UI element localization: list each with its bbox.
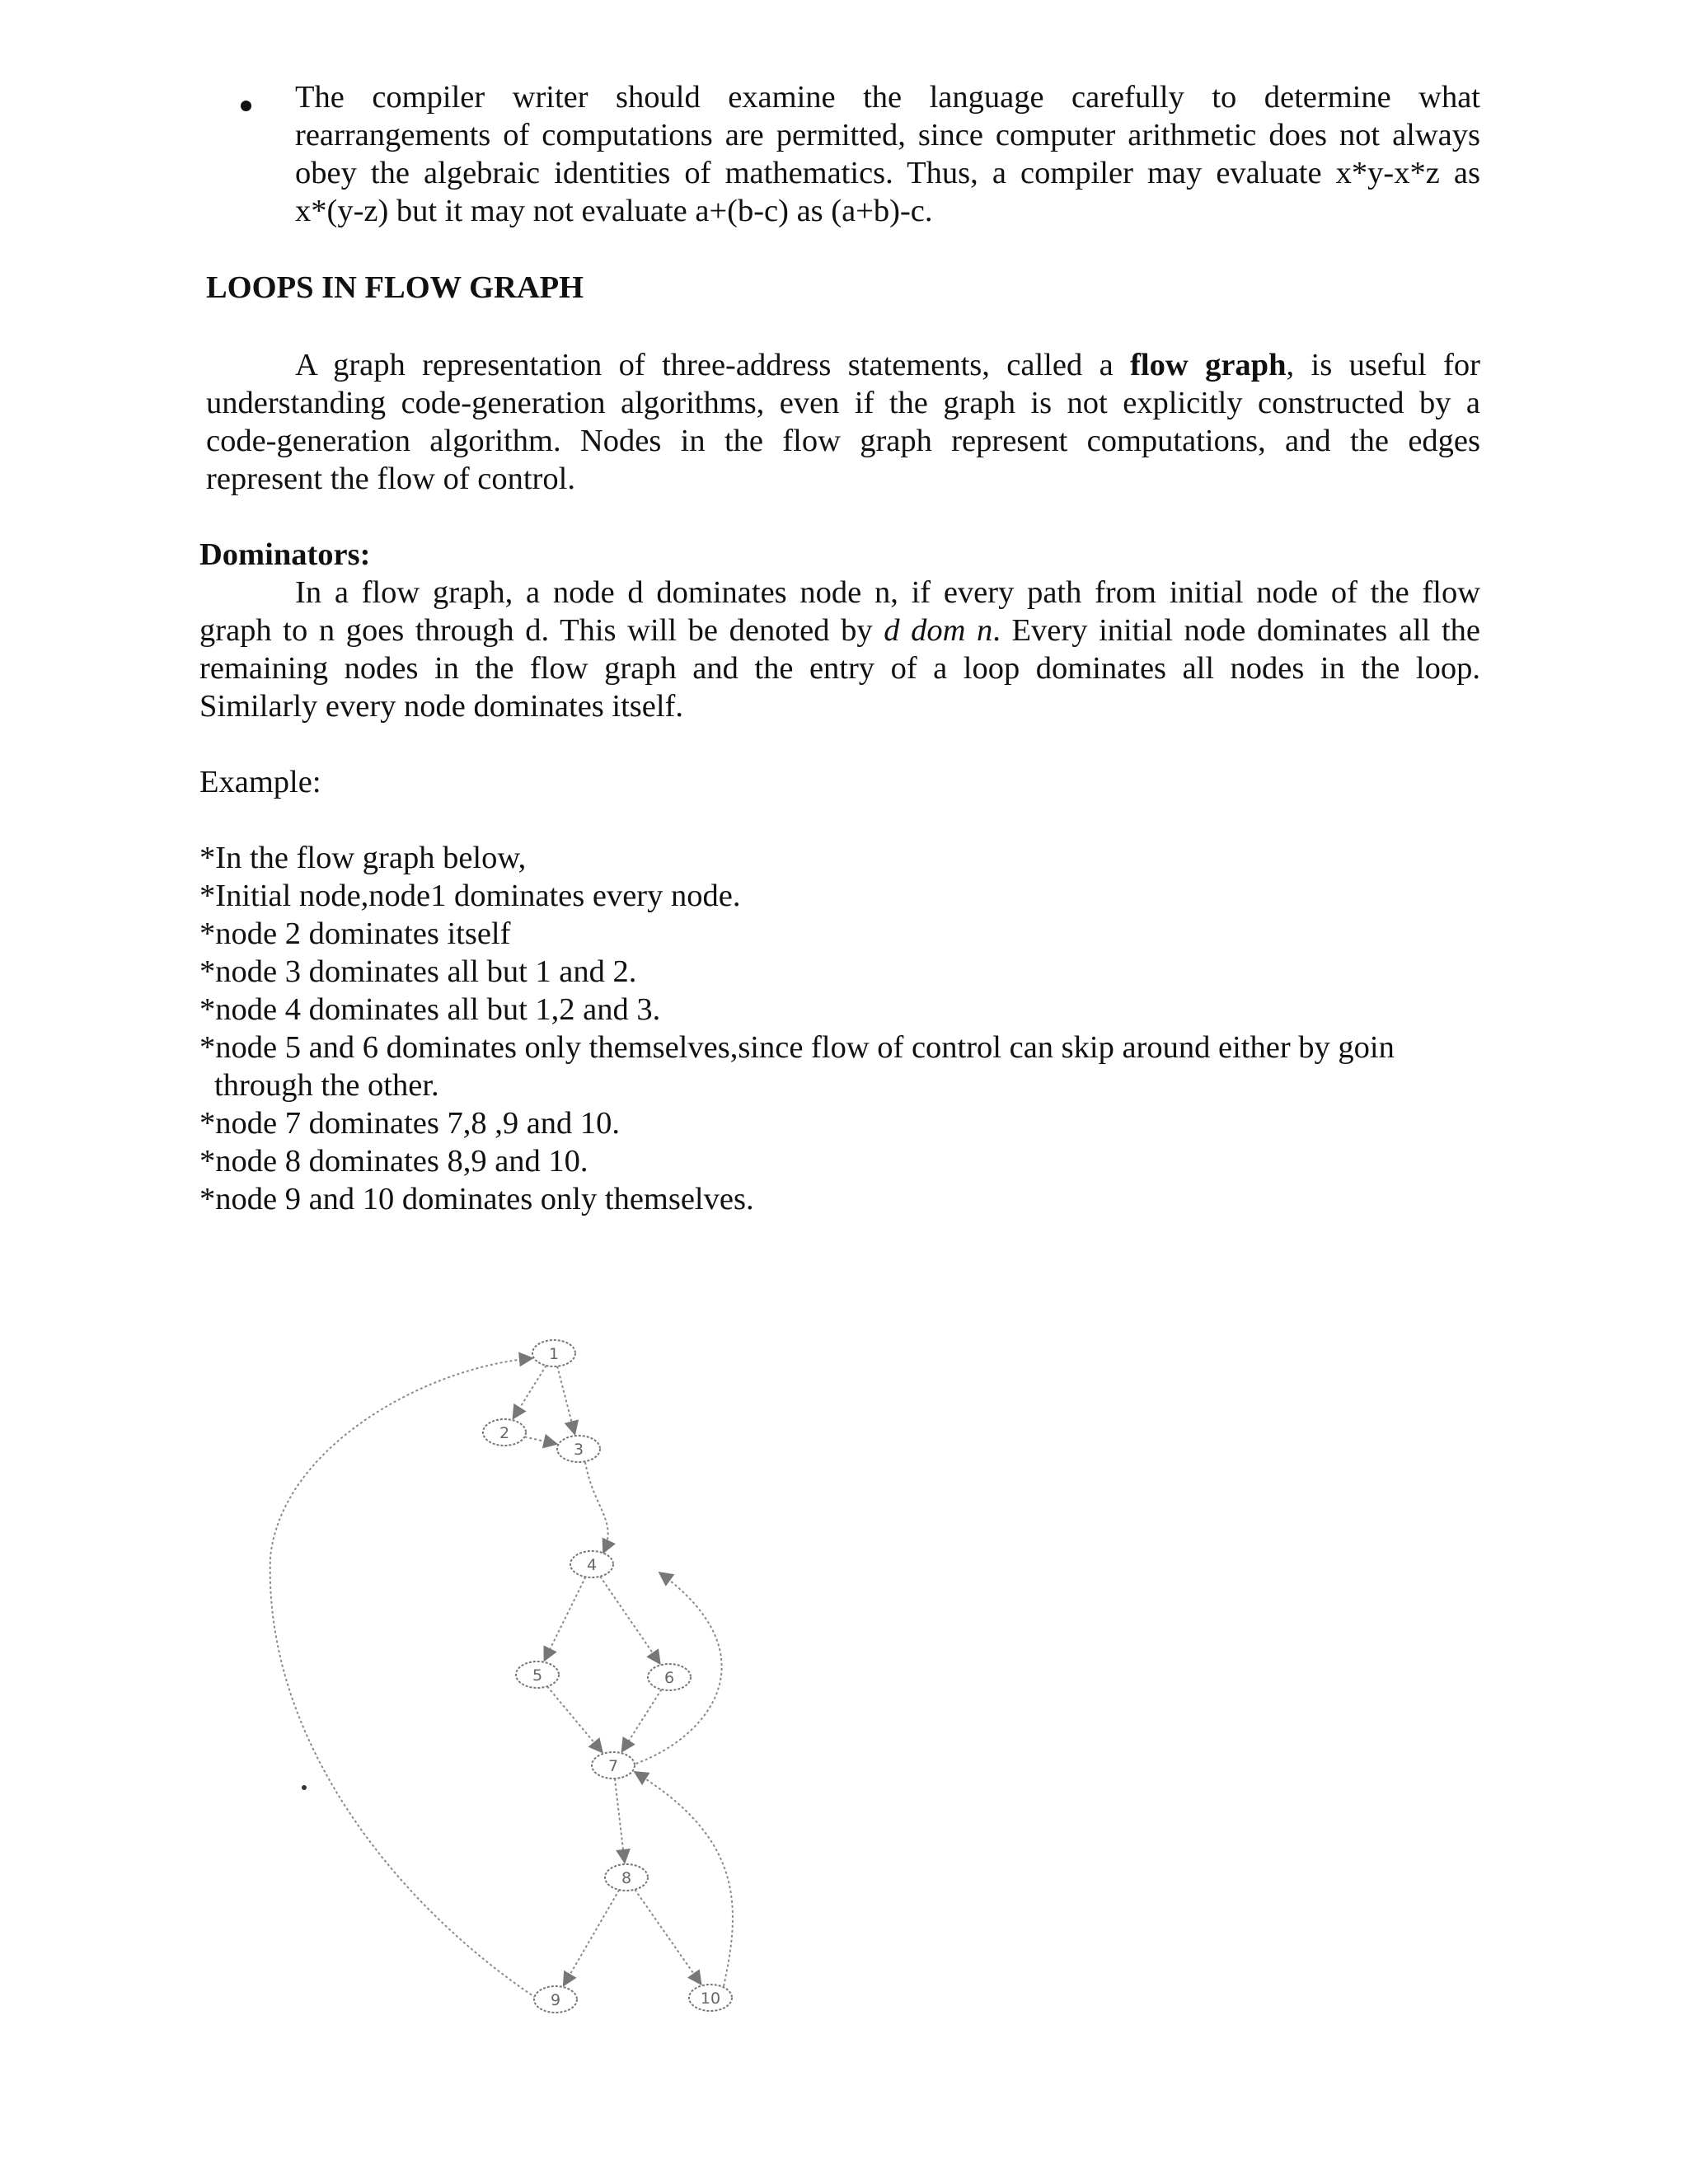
dominators-line-1: In a flow graph, a node d dominates node n, if every path from initial node of the flow [295, 575, 1480, 610]
loops-line-4: represent the flow of control. [206, 462, 575, 496]
graph-node-10 [689, 1985, 732, 2011]
loops-text-end: , is useful for [1286, 348, 1480, 382]
dominators-line-3: remaining nodes in the flow graph and the entry of a loop dominates all nodes in the loop. [199, 651, 1480, 686]
bullet-paragraph [295, 78, 1480, 192]
edge-n4-n6 [600, 1577, 660, 1664]
d-dom-n-notation: d dom n [884, 613, 993, 648]
graph-node-1-label: 1 [548, 1345, 560, 1363]
dominators-line-4: Similarly every node dominates itself. [199, 689, 683, 724]
loops-paragraph-line-1 [295, 346, 1480, 384]
bullet-line-3: obey the algebraic identities of mathematics. Thus, a compiler may evaluate x*y-x*z as [295, 156, 1480, 190]
graph-node-2-label: 2 [499, 1424, 510, 1442]
graph-node-5-label: 5 [532, 1666, 543, 1685]
graph-node-8-label: 8 [621, 1869, 632, 1887]
graph-node-6-label: 6 [663, 1669, 675, 1687]
example-item-10: *node 9 and 10 dominates only themselves. [199, 1182, 754, 1216]
dominators-line-2 [199, 612, 1480, 649]
edge-n1-n2 [513, 1366, 546, 1418]
loops-text-start: A graph representation of three-address statements, called a [295, 348, 1131, 382]
graph-node-3 [557, 1436, 600, 1462]
example-item-5: *node 4 dominates all but 1,2 and 3. [199, 992, 661, 1027]
example-item-3: *node 2 dominates itself [199, 916, 511, 951]
graph-node-4-label: 4 [586, 1556, 598, 1574]
stray-mark [302, 1785, 307, 1790]
graph-node-3-label: 3 [573, 1441, 584, 1459]
loops-line-2: understanding code-generation algorithms, even if the graph is not explicitly constructed by a [206, 386, 1480, 420]
example-item-1: *In the flow graph below, [199, 841, 527, 875]
graph-node-7 [592, 1752, 635, 1779]
edge-n7-n8 [615, 1779, 625, 1863]
edge-n10-n7 [635, 1772, 733, 1986]
bullet-line-2: rearrangements of computations are permitted, since computer arithmetic does not always [295, 118, 1480, 152]
dominators-line-2-end: . Every initial node dominates all the [992, 613, 1480, 648]
flow-graph-nodes [483, 1340, 732, 2013]
loops-line-3: code-generation algorithm. Nodes in the flow graph represent computations, and the edges [206, 424, 1480, 458]
edge-n1-n3 [557, 1366, 574, 1434]
bullet-dot-icon [241, 101, 251, 111]
flow-graph-figure [247, 1310, 775, 2036]
example-item-6: *node 5 and 6 dominates only themselves,since flow of control can skip around either by goin [199, 1030, 1395, 1065]
graph-node-7-label: 7 [607, 1757, 619, 1775]
dominators-heading: Dominators: [199, 537, 371, 572]
graph-node-5 [516, 1661, 559, 1688]
example-item-4: *node 3 dominates all but 1 and 2. [199, 954, 637, 989]
edge-n3-n4 [585, 1462, 608, 1553]
graph-node-2 [483, 1419, 526, 1446]
flow-graph-term: flow graph [1130, 348, 1287, 382]
graph-node-10-label: 10 [700, 1990, 721, 2008]
graph-node-6 [648, 1664, 691, 1690]
edge-n4-n5 [544, 1577, 585, 1661]
bullet-line-1: The compiler writer should examine the language carefully to determine what [295, 80, 1480, 115]
example-item-8: *node 7 dominates 7,8 ,9 and 10. [199, 1106, 621, 1141]
graph-node-4 [570, 1551, 613, 1577]
bullet-line-4: x*(y-z) but it may not evaluate a+(b-c) as (a+b)-c. [295, 194, 933, 228]
example-item-2: *Initial node,node1 dominates every node. [199, 879, 741, 913]
dominators-line-2-start: graph to n goes through d. This will be denoted by [199, 613, 884, 648]
edge-n8-n9 [564, 1890, 619, 1985]
edge-n8-n10 [635, 1890, 701, 1985]
graph-node-9 [534, 1986, 577, 2013]
edge-n6-n7 [622, 1690, 662, 1752]
graph-node-8 [605, 1864, 648, 1891]
graph-node-9-label: 9 [550, 1991, 561, 2009]
graph-node-1 [532, 1340, 575, 1366]
example-item-9: *node 8 dominates 8,9 and 10. [199, 1144, 588, 1179]
edge-n9-n1 [270, 1358, 536, 1998]
loops-paragraph [206, 384, 1480, 460]
edge-n2-n3 [524, 1436, 556, 1444]
example-item-7: through the other. [214, 1068, 439, 1103]
section-heading-loops: LOOPS IN FLOW GRAPH [206, 270, 584, 305]
edge-n5-n7 [547, 1686, 603, 1752]
example-label: Example: [199, 765, 321, 799]
